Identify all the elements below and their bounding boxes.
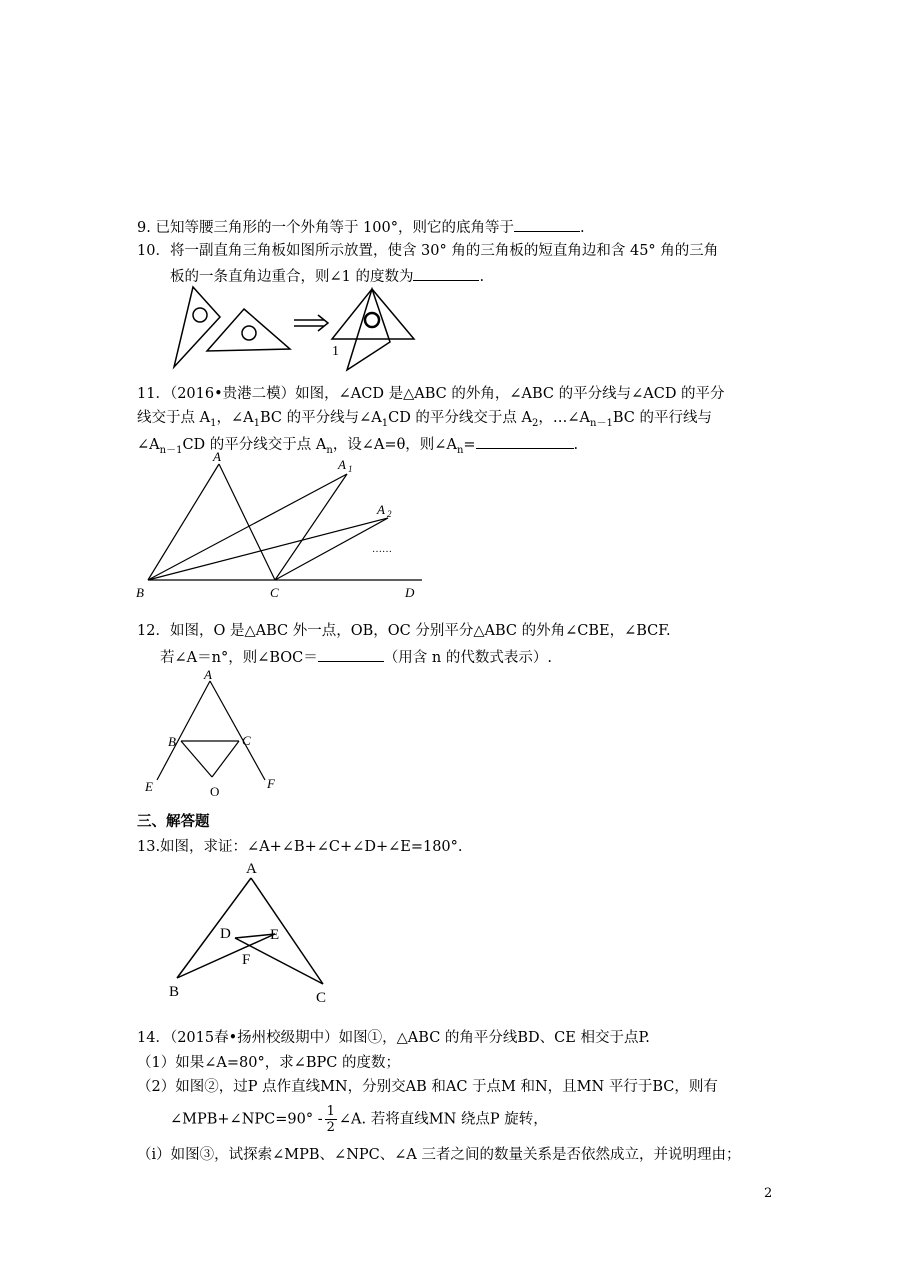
question-13: 13.如图，求证：∠A+∠B+∠C+∠D+∠E=180°. bbox=[137, 839, 463, 855]
q11-text: BC 的平分线与∠A bbox=[259, 410, 382, 426]
arrow-icon bbox=[294, 315, 328, 331]
q11-text: = bbox=[463, 437, 476, 453]
label-A: A bbox=[213, 449, 221, 464]
q11-text: ∠A bbox=[137, 437, 160, 453]
q11-sub: 1 bbox=[210, 417, 217, 429]
label-A1: A bbox=[338, 457, 346, 472]
label-D: D bbox=[220, 926, 231, 942]
figure-set-squares bbox=[160, 282, 430, 377]
label-B: B bbox=[168, 734, 176, 749]
segment-AC bbox=[219, 464, 275, 580]
label-E: E bbox=[145, 779, 153, 794]
fraction-one-half bbox=[325, 1104, 337, 1135]
combined-set-square-30 bbox=[347, 289, 390, 370]
question-9-end: . bbox=[579, 220, 585, 236]
q14-text: ∠MPB+∠NPC=90° - bbox=[170, 1111, 323, 1128]
label-A: A bbox=[204, 667, 212, 682]
q11-text: CD 的平分线交于点 A bbox=[388, 410, 533, 426]
question-12-line-1: 12．如图，O 是△ABC 外一点，OB，OC 分别平分△ABC 的外角∠CBE，∠BCF. bbox=[137, 623, 671, 639]
segment-BA1 bbox=[148, 474, 347, 580]
question-14-line-2: （1）如果∠A=80°，求∠BPC 的度数； bbox=[137, 1055, 400, 1071]
question-9-text: 9. 已知等腰三角形的一个外角等于 100°，则它的底角等于 bbox=[137, 220, 514, 236]
question-14-line-1: 14．（2015春•扬州校级期中）如图①，△ABC 的角平分线BD、CE 相交于点P. bbox=[137, 1030, 650, 1046]
label-E: E bbox=[270, 927, 280, 943]
q11-text: ，…∠A bbox=[538, 410, 591, 426]
fraction-denominator: 2 bbox=[326, 1120, 335, 1135]
q11-sub: n bbox=[326, 444, 333, 456]
answer-blank-12 bbox=[318, 646, 384, 662]
combined-hole bbox=[365, 313, 379, 327]
q11-text: ，设∠A=θ，则∠A bbox=[332, 437, 457, 453]
question-10-line-1: 10．将一副直角三角板如图所示放置，使含 30° 角的三角板的短直角边和含 45° 角的三角 bbox=[137, 243, 719, 259]
segment-AC bbox=[251, 878, 323, 984]
figure-external-bisectors bbox=[140, 667, 290, 802]
question-14-line-4 bbox=[170, 1104, 548, 1135]
label-B: B bbox=[169, 984, 180, 1000]
segment-BO bbox=[181, 741, 212, 777]
question-14-line-5: （ⅰ）如图③，试探索∠MPB、∠NPC、∠A 三者之间的数量关系是否依然成立，并说明理由； bbox=[137, 1147, 741, 1163]
q11-text: ，∠A bbox=[216, 410, 254, 426]
label-A2-sub: 2 bbox=[387, 509, 392, 519]
q14-text: ∠A. 若将直线MN 绕点P 旋转， bbox=[338, 1111, 548, 1128]
q12-text: （用含 n 的代数式表示）. bbox=[383, 650, 552, 666]
page-number: 2 bbox=[764, 1186, 773, 1201]
label-O: O bbox=[210, 784, 220, 799]
segment-CO bbox=[212, 741, 239, 777]
question-10-end: . bbox=[479, 269, 485, 285]
label-A1-sub: 1 bbox=[348, 464, 353, 474]
segment-A1C bbox=[275, 474, 347, 580]
q11-end: . bbox=[573, 437, 579, 453]
label-C: C bbox=[270, 585, 279, 600]
line-AF bbox=[210, 681, 265, 780]
label-C: C bbox=[316, 990, 327, 1006]
q11-sub: n－1 bbox=[590, 417, 613, 429]
figure-star-angles bbox=[165, 856, 340, 1011]
label-A: A bbox=[246, 861, 257, 877]
fraction-numerator: 1 bbox=[326, 1104, 335, 1119]
question-9 bbox=[137, 216, 585, 238]
question-10-text: 板的一条直角边重合，则∠1 的度数为 bbox=[170, 269, 414, 285]
label-C: C bbox=[242, 733, 251, 748]
label-D: D bbox=[405, 585, 415, 600]
q11-sub: 2 bbox=[532, 417, 539, 429]
figure-angle-bisectors bbox=[130, 450, 430, 605]
label-dots: …… bbox=[372, 544, 392, 555]
label-F: F bbox=[242, 952, 251, 968]
segment-AB bbox=[177, 878, 251, 978]
q12-text: 若∠A＝n°，则∠BOC＝ bbox=[160, 650, 318, 666]
q11-text: 线交于点 A bbox=[137, 410, 211, 426]
label-A2: A bbox=[377, 502, 385, 517]
segment-BA2 bbox=[148, 518, 388, 580]
section-title: 三、解答题 bbox=[137, 813, 210, 830]
answer-blank-10 bbox=[413, 265, 479, 281]
set-square-30 bbox=[174, 287, 220, 367]
set-square-hole bbox=[242, 326, 256, 340]
answer-blank-11 bbox=[476, 433, 574, 449]
label-B: B bbox=[136, 585, 144, 600]
answer-blank-9 bbox=[514, 216, 580, 232]
q11-text: BC 的平行线与 bbox=[612, 410, 712, 426]
q11-text: CD 的平分线交于点 A bbox=[182, 437, 327, 453]
question-12-line-2 bbox=[160, 646, 552, 668]
set-square-hole bbox=[193, 308, 207, 322]
question-11-line-2 bbox=[137, 408, 712, 434]
question-11-line-1: 11．（2016•贵港二模）如图，∠ACD 是△ABC 的外角，∠ABC 的平分线与∠ACD 的平分 bbox=[137, 386, 725, 402]
q11-sub: n－1 bbox=[159, 444, 183, 456]
q11-sub: n bbox=[456, 444, 464, 456]
angle-1-label: 1 bbox=[332, 344, 339, 359]
q11-sub: 1 bbox=[381, 417, 389, 429]
question-14-line-3: （2）如图②，过P 点作直线MN，分别交AB 和AC 于点M 和N，且MN 平行于BC，则有 bbox=[137, 1079, 718, 1095]
q11-sub: 1 bbox=[253, 417, 260, 429]
label-F: F bbox=[267, 776, 275, 791]
segment-BA bbox=[148, 464, 219, 580]
